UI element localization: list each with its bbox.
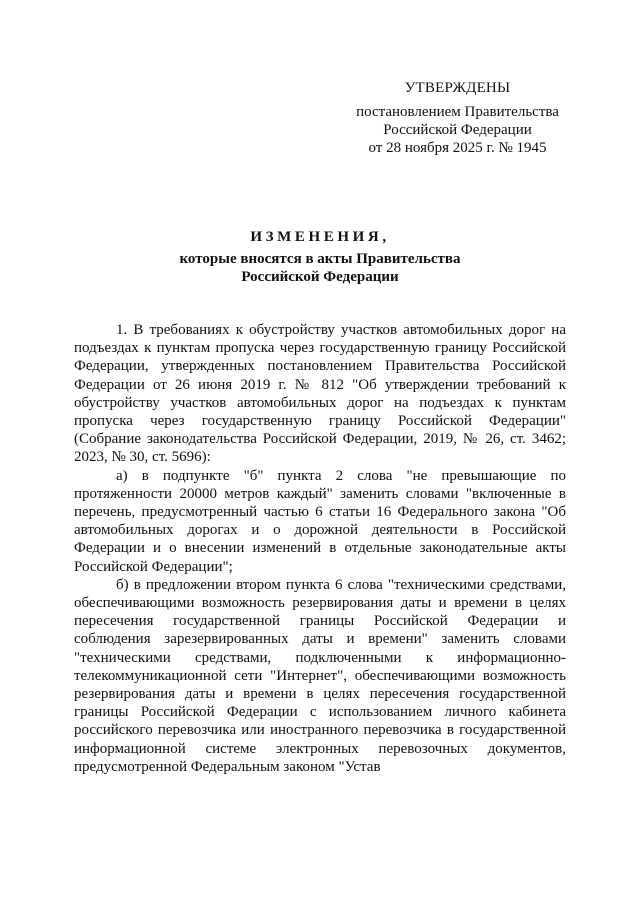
approval-stamp bbox=[330, 79, 585, 157]
document-title: ИЗМЕНЕНИЯ, bbox=[250, 229, 390, 245]
approval-line-2: Российской Федерации bbox=[383, 122, 532, 138]
document-subtitle-line-1: которые вносятся в акты Правительства bbox=[179, 251, 461, 267]
paragraph-1: 1. В требованиях к обустройству участков автомобильных дорог на подъездах к пунктам пропуска через государственную границу Российской Федерации, утвержденных постановлением Правительства Российской Федерации от 26 июня 2019 г. № 812 "Об утверждении требований к обустройству участков автомобильных дорог на подъездах к пунктам пропуска через государственную границу Российской Федерации" (Собрание законодательства Российской Федерации, 2019, № 26, ст. 3462; 2023, № 30, ст. 5696): bbox=[74, 322, 566, 466]
approval-line-3: от 28 ноября 2025 г. № 1945 bbox=[368, 140, 547, 156]
document-heading bbox=[74, 229, 566, 286]
approval-line-1: постановлением Правительства bbox=[356, 104, 559, 120]
paragraph-a: а) в подпункте "б" пункта 2 слова "не превышающие по протяженности 20000 метров каждый" заменить словами "включенные в перечень, предусмотренный частью 6 статьи 16 Федерального закона "Об автомобильных дорогах и о дорожной деятельности в Российской Федерации и о внесении изменений в отдельные законодательные акты Российской Федерации"; bbox=[74, 467, 566, 575]
paragraph-b: б) в предложении втором пункта 6 слова "техническими средствами, обеспечивающими возможность резервирования даты и времени в целях пересечения государственной границы Российской Федерации и соблюдения зарезервированных даты и времени" заменить словами "техническими средствами, подключенными к информационно-телекоммуникационной сети "Интернет", обеспечивающими возможность резервирования даты и времени в целях пересечения государственной границы Российской Федерации с использованием личного кабинета российского перевозчика или иностранного перевозчика в государственной информационной системе электронных перевозочных документов, предусмотренной Федеральным законом "Устав bbox=[74, 576, 566, 775]
document-subtitle-line-2: Российской Федерации bbox=[241, 269, 399, 285]
document-body bbox=[74, 321, 566, 776]
approval-title: УТВЕРЖДЕНЫ bbox=[404, 80, 511, 96]
